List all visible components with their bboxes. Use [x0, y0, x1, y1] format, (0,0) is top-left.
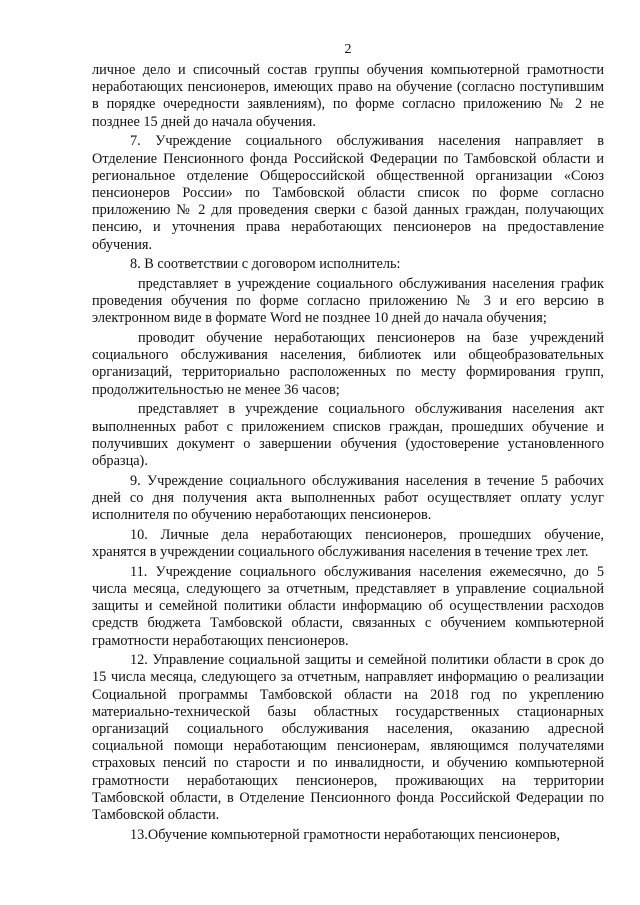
paragraph-item-8-schedule: представляет в учреждение социального обслуживания населения график проведения обучения по форме согласно приложению № 3 и его версию в электронном виде в формате Word не позднее 10 дней до начала обучения; — [92, 275, 604, 327]
paragraph-item-8-training: проводит обучение неработающих пенсионеров на базе учреждений социального обслуживания населения, библиотек или общеобразовательных организаций, территориально расположенных по месту формирования групп, продолжительностью не менее 36 часов; — [92, 330, 604, 398]
paragraph-item-12: 12. Управление социальной защиты и семейной политики области в срок до 15 числа месяца, следующего за отчетным, направляет информацию о реализации Социальной программы Тамбовской области на 2018 год по укреплению материально-технической базы областных государственных стационарных организаций социального обслуживания населения, оказанию адресной социальной помощи неработающим пенсионерам, являющимся получателями страховых пенсий по старости и по инвалидности, и обучению компьютерной грамотности неработающих пенсионеров, проживающих на территории Тамбовской области, в Отделение Пенсионного фонда Российской Федерации по Тамбовской области. — [92, 652, 604, 824]
paragraph-item-11: 11. Учреждение социального обслуживания населения ежемесячно, до 5 числа месяца, следующего за отчетным, представляет в управление социальной защиты и семейной политики области информацию об осуществлении расходов средств бюджета Тамбовской области, связанных с обучением компьютерной грамотности неработающих пенсионеров. — [92, 563, 604, 649]
paragraph-item-8-act: представляет в учреждение социального обслуживания населения акт выполненных работ с приложением списков граждан, прошедших обучение и получивших документ о завершении обучения (удостоверение установленного образца). — [92, 401, 604, 469]
paragraph-item-9: 9. Учреждение социального обслуживания населения в течение 5 рабочих дней со дня получения акта выполненных работ осуществляет оплату услуг исполнителя по обучению неработающих пенсионеров. — [92, 472, 604, 524]
paragraph-item-8: 8. В соответствии с договором исполнитель: — [130, 256, 401, 273]
page-number: 2 — [344, 42, 352, 57]
paragraph-item-10: 10. Личные дела неработающих пенсионеров, прошедших обучение, хранятся в учреждении социального обслуживания населения в течение трех лет. — [92, 526, 604, 560]
paragraph-continuation: личное дело и списочный состав группы обучения компьютерной грамотности неработающих пенсионеров, имеющих право на обучение (согласно поступившим в порядке очередности заявлениям), по форме согласно приложению № 2 не позднее 15 дней до начала обучения. — [92, 62, 604, 130]
paragraph-item-13: 13.Обучение компьютерной грамотности неработающих пенсионеров, — [130, 826, 560, 843]
paragraph-item-7: 7. Учреждение социального обслуживания населения направляет в Отделение Пенсионного фонда Российской Федерации по Тамбовской области и региональное отделение Общероссийской общественной организации «Союз пенсионеров России» по Тамбовской области список по форме согласно приложению № 2 для проведения сверки с базой данных граждан, получающих пенсию, и уточнения права неработающих пенсионеров на предоставление обучения. — [92, 133, 604, 253]
